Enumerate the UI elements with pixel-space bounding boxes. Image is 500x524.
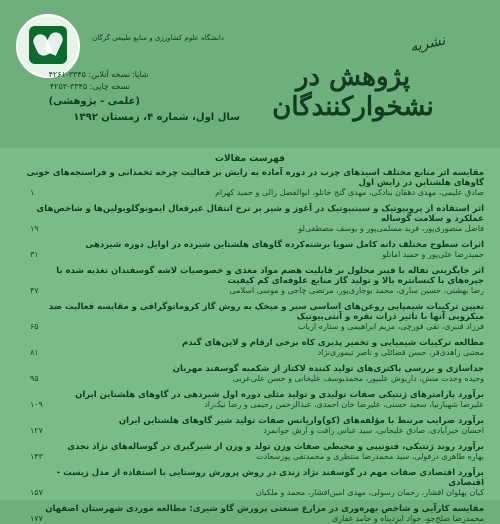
contents-entry	[24, 204, 484, 234]
article-authors-row	[24, 426, 484, 436]
contents-entry	[24, 240, 484, 260]
contents-entry	[24, 416, 484, 436]
article-title: اثر جایگزینی تفاله با فیبر محلول بر قابلیت هضم مواد مغذی و خصوصیات لاشه گوسفندان تغذیه شده با جیره‌های با کنسانتره بالا و تولید گاز منابع علوفه‌ای کم کیفیت	[56, 266, 484, 286]
article-authors-row	[24, 224, 484, 234]
article-title: مطالعه ترکیبات شیمیایی و تخمیر پذیری کاه برخی ارقام و لاین‌های گندم	[182, 338, 484, 348]
page-number: ۶۵	[30, 322, 39, 331]
page-number: ۱۹	[30, 224, 39, 233]
contents-entry	[24, 364, 484, 384]
table-of-contents	[24, 168, 484, 523]
article-authors-row	[24, 400, 484, 410]
article-authors: کیان پهلوان افشار، رحمان رسولی، مهدی امین‌افشار، محمد و ملکیان	[255, 488, 484, 497]
page-number: ۱۰۹	[30, 400, 43, 409]
article-authors: وحیده وحدت منش، داریوش علیپور، محمدیوسف علیخانی و حسن علی‌عربی	[232, 374, 484, 383]
contents-entry	[24, 468, 484, 498]
contents-entry	[24, 302, 484, 332]
journal-title: پژوهش در نشخوارکنندگان	[272, 62, 434, 122]
article-authors: مجتبی زاهدی‌فر، حسن فضائلی و ناصر تیموری‌نژاد	[317, 348, 484, 357]
issn-label: شاپا:	[132, 70, 149, 79]
article-authors: علیرضا شهبازنیا، سعید حسنی، علیرضا خان احمدی، عبدالرحمن رحیمی و رضا نیک‌زاد	[204, 400, 484, 409]
article-authors: حمیدرضا علی‌پور و حمید امانلو	[382, 250, 484, 259]
article-title: برآورد روند ژنتیکی، فنوتیپی و محیطی صفات وزن تولد و وزن از شیرگیری در گوساله‌های نژاد نجدی	[67, 442, 484, 452]
page-number: ۳۱	[30, 250, 39, 259]
contents-entry	[24, 504, 484, 524]
contents-entry	[24, 338, 484, 358]
page-number: ۹۵	[30, 374, 39, 383]
page-number: ۱۴۳	[30, 452, 43, 461]
contents-entry	[24, 390, 484, 410]
journal-type: (علمی - پژوهشی)	[48, 96, 140, 107]
contents-title: فهرست مقالات	[214, 154, 286, 164]
article-authors-row	[24, 514, 484, 524]
article-authors: فاضل منصوری‌پور، فرید مسلمی‌پور و یوسف مصطفی‌لو	[298, 224, 484, 233]
page-number: ۴۷	[30, 286, 39, 295]
publication-label: نشریه	[408, 32, 447, 56]
article-authors-row	[24, 488, 484, 498]
article-title: برآورد ضرایب مرتبط با مؤلفه‌های (کو)واریانس صفات تولید شیر گاوهای هلشتاین ایران	[118, 416, 484, 426]
page-number: ۱	[30, 188, 35, 197]
organization-name: دانشگاه علوم کشاورزی و منابع طبیعی گرگان	[92, 34, 224, 42]
article-authors: فرزاد قنبری، تقی قورچی، مریم ابراهیمی و ستاره ارباب	[297, 322, 484, 331]
page-number: ۸۱	[30, 348, 39, 357]
article-title: مقایسه اثر منابع مختلف اسیدهای چرب در دوره آماده به زایش بر فعالیت چرخه تخمدانی و فراسنجه‌های خونی گاوهای هلشتاین در زایش اول	[26, 168, 484, 188]
article-title: برآورد اقتصادی صفات مهم در گوسفند نژاد زندی در روش پرورش روستایی با استفاده از مدل زیست - اقتصادی	[56, 468, 484, 488]
contents-entry	[24, 442, 484, 462]
article-authors: احسان خیرآبادی، صادق علیجانی، سید عباس رافت و آرش جوانمرد	[263, 426, 484, 435]
article-authors-row	[24, 286, 484, 296]
article-title: اثرات سطوح مختلف دانه کامل سویا برشته‌کرده گاوهای هلشتاین شیرده در اوایل دوره شیردهی	[85, 240, 484, 250]
page-number: ۱۵۷	[30, 488, 43, 497]
article-title: مقایسه کارآیی و شاخص بهره‌وری در مزارع صنعتی پرورش گاو شیری: مطالعه موردی شهرستان اصفهان	[45, 504, 484, 514]
article-authors-row	[24, 452, 484, 462]
page-number: ۱۲۷	[30, 426, 43, 435]
article-authors: محمدرضا صلح‌جو، جواد ایزدپناه و حامد غفاری	[332, 514, 484, 523]
cover-header	[0, 0, 500, 140]
article-authors-row	[24, 348, 484, 358]
article-authors: رضا بهشتی، حسین ساری، محمد بوجاری‌پور، مرتضی چاجی و موسی اسلامی	[229, 286, 484, 295]
article-authors-row	[24, 322, 484, 332]
article-authors: صادق علیمی، مهدی دهقان بنادکی، مهدی گنج خانلو، ابوالفضل زالی و حمید کهرام	[215, 188, 484, 197]
university-logo-icon	[16, 14, 80, 78]
article-authors: بهاره طاهری دزفولی، سید محمدرضا منتظری و محمدتقی پورسعادت	[256, 452, 484, 461]
article-title: برآورد پارامترهای ژنتیکی صفات تولیدی و تولید مثلی دوره اول شیردهی در گاوهای هلشتاین ایران	[75, 390, 484, 400]
issn-online: نسخه آنلاین: ۳۳۴۵-۴۲۶۱	[48, 70, 130, 79]
contents-entry	[24, 168, 484, 198]
issn-print: نسخه چاپی: ۳۳۴۵-۴۲۵۳	[49, 82, 130, 91]
contents-entry	[24, 266, 484, 296]
issue-info: سال اول، شماره ۴، زمستان ۱۳۹۲	[73, 112, 240, 123]
page-number: ۱۷۷	[30, 514, 43, 523]
article-title: جداسازی و بررسی باکتری‌های تولید کننده لاکتاز از شکمبه گوسفند مهربان	[172, 364, 484, 374]
article-title: اثر استفاده از پروبیوتیک و سینبیوتیک در آغوز و شیر بر نرخ انتقال غیرفعال ایمونوگلوبولین‌ها و شاخص‌های عملکرد و سلامت گوساله	[36, 204, 484, 224]
article-authors-row	[24, 250, 484, 260]
article-authors-row	[24, 374, 484, 384]
article-authors-row	[24, 188, 484, 198]
article-title: تعیین ترکیبات شیمیایی روغن‌های اساسی سیر و میخک به روش گاز کروماتوگرافی و مقایسه فعالیت ضد میکروبی آنها با تاثیر ذرات نقره و آنتی‌بیوتیک	[48, 302, 484, 322]
